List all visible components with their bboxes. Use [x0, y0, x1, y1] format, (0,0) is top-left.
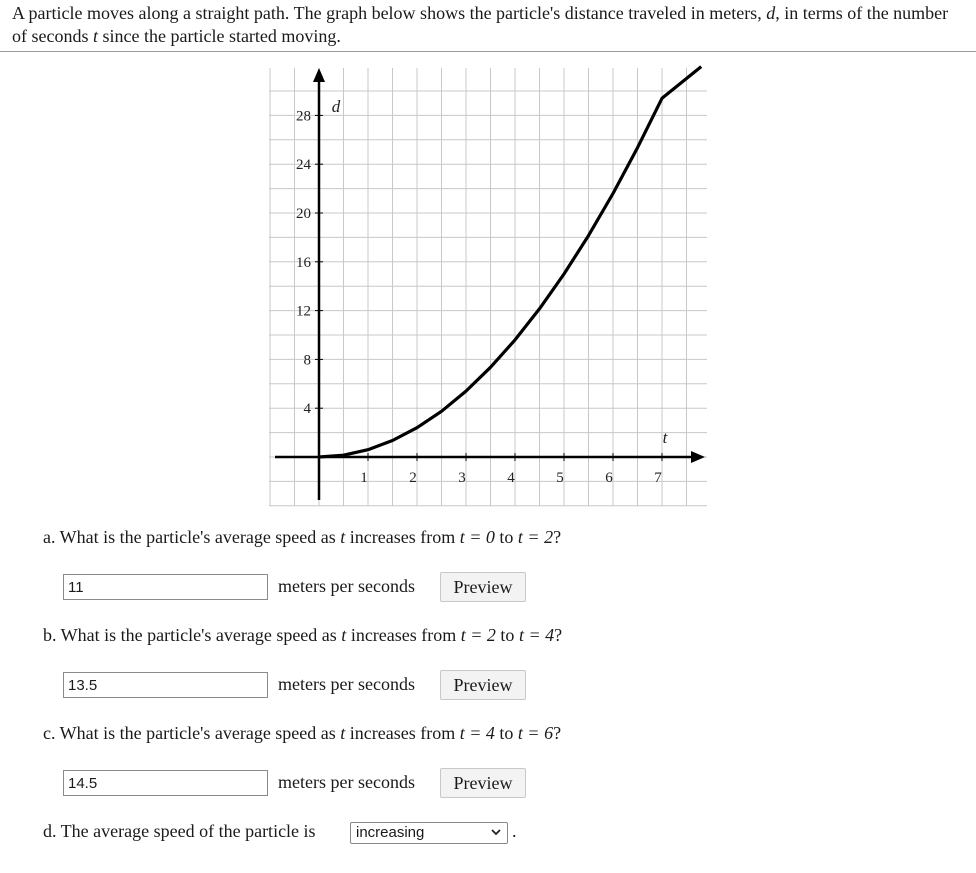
y-tick-label: 20	[296, 206, 311, 222]
question-c-var: t	[340, 723, 346, 743]
preview-a-button[interactable]: Preview	[440, 572, 526, 602]
question-a-from: t = 0	[459, 527, 495, 547]
question-b	[43, 624, 562, 646]
var-t: t	[92, 26, 98, 46]
problem-statement	[12, 2, 967, 48]
x-tick-label: 7	[654, 470, 662, 486]
x-tick-label: 3	[458, 470, 466, 486]
answer-a-units: meters per seconds	[278, 576, 415, 596]
y-tick-label: 12	[296, 303, 311, 320]
preview-b-button[interactable]: Preview	[440, 670, 526, 700]
x-tick-label: 4	[507, 470, 515, 486]
answer-c-input[interactable]	[63, 770, 268, 796]
x-axis-arrow	[691, 451, 705, 463]
chevron-down-icon	[490, 826, 502, 838]
preview-c-button[interactable]: Preview	[440, 768, 526, 798]
question-c-from: t = 4	[459, 723, 495, 743]
question-b-to: t = 4	[518, 625, 555, 645]
y-tick-label: 24	[296, 157, 311, 174]
question-a-var: t	[340, 527, 346, 547]
question-a	[43, 526, 561, 548]
question-b-var: t	[341, 625, 347, 645]
x-tick-label: 1	[360, 470, 368, 486]
intro-text-2: , in terms of the number of seconds	[12, 3, 949, 46]
question-c	[43, 722, 561, 744]
answer-c-units: meters per seconds	[278, 772, 415, 792]
y-tick-label: 4	[303, 401, 311, 418]
question-c-prefix: c. What is the particle's average speed as	[43, 723, 341, 743]
var-d: d	[766, 3, 776, 23]
question-a-to: t = 2	[517, 527, 554, 547]
speed-trend-selected-value: increasing	[356, 824, 425, 841]
question-a-suffix: ?	[553, 527, 562, 547]
question-d-period: .	[512, 821, 517, 841]
intro-text-1: A particle moves along a straight path. The graph below shows the particle's distance traveled in meters,	[12, 3, 767, 23]
question-a-middle: increases from	[345, 527, 460, 547]
question-a-to-word: to	[494, 527, 518, 547]
x-tick-label: 6	[605, 470, 613, 486]
y-tick-label: 28	[296, 108, 311, 125]
header-divider	[0, 51, 976, 52]
question-b-prefix: b. What is the particle's average speed as	[43, 625, 342, 645]
y-axis-label: d	[331, 97, 341, 116]
y-tick-label: 8	[303, 352, 311, 369]
question-a-prefix: a. What is the particle's average speed as	[43, 527, 341, 547]
y-axis-arrow	[313, 68, 325, 82]
question-c-to-word: to	[494, 723, 518, 743]
distance-time-graph	[262, 60, 712, 510]
question-b-to-word: to	[495, 625, 519, 645]
question-c-middle: increases from	[345, 723, 460, 743]
answer-a-input[interactable]	[63, 574, 268, 600]
speed-trend-select[interactable]	[350, 822, 508, 844]
question-b-middle: increases from	[346, 625, 461, 645]
x-tick-label: 5	[556, 470, 564, 486]
question-d: d. The average speed of the particle is	[43, 821, 316, 841]
question-b-from: t = 2	[460, 625, 496, 645]
x-tick-label: 2	[409, 470, 417, 486]
question-c-suffix: ?	[553, 723, 562, 743]
y-tick-label: 16	[296, 254, 311, 271]
intro-text-3: since the particle started moving.	[98, 26, 341, 46]
x-axis-label: t	[662, 428, 668, 447]
question-c-to: t = 6	[517, 723, 554, 743]
answer-b-units: meters per seconds	[278, 674, 415, 694]
answer-b-input[interactable]	[63, 672, 268, 698]
question-b-suffix: ?	[554, 625, 563, 645]
